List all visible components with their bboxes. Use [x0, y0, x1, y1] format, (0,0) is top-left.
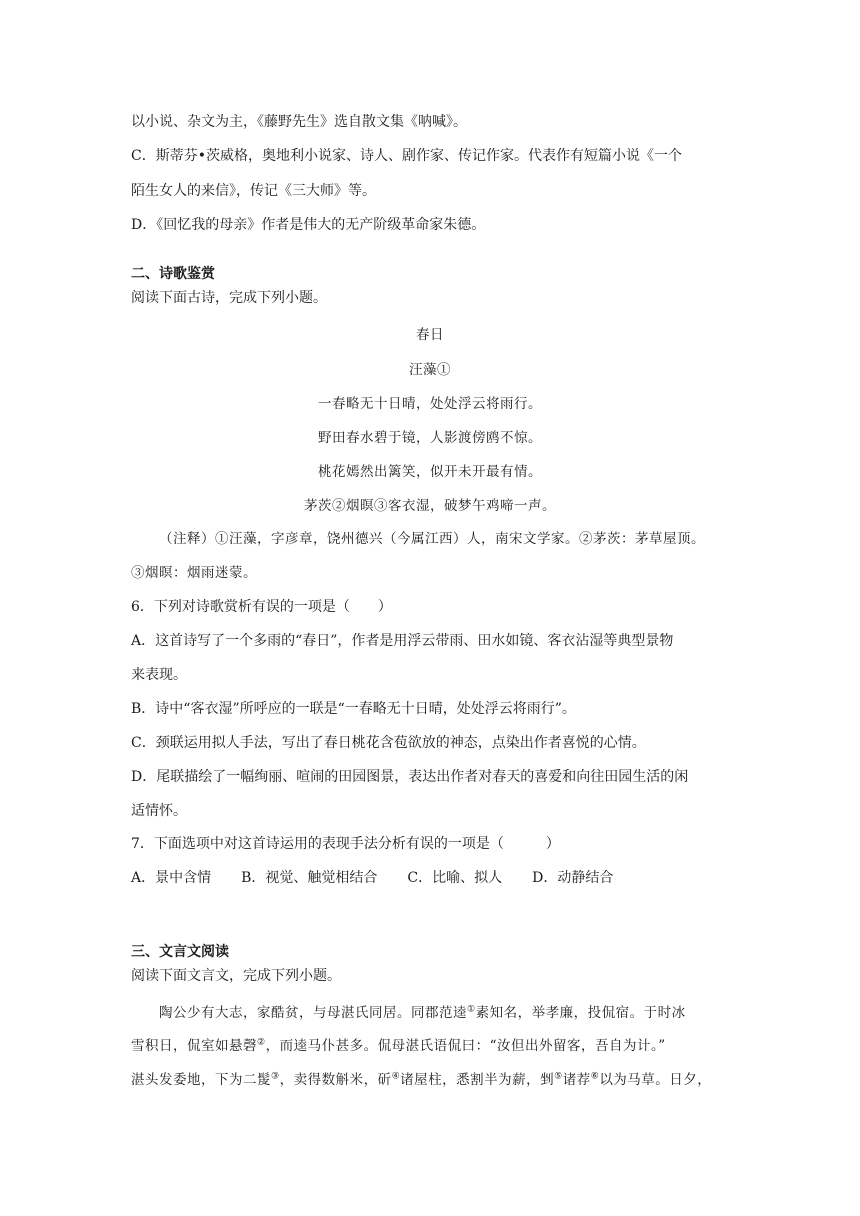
- poem-title: 春日: [416, 327, 444, 343]
- classical-passage-line2: 雪积日，侃室如悬磬②，而逵马仆甚多。侃母湛氏语侃曰：“汝但出外留客，吾自为计。”: [131, 1037, 666, 1054]
- question-7-option-a: A．景中含情: [131, 870, 212, 886]
- literature-option-c-line1: C．斯蒂芬•茨威格，奥地利小说家、诗人、剧作家、传记作家。代表作有短篇小说《一个: [131, 148, 682, 164]
- classical-passage-line1: 陶公少有大志，家酷贫，与母湛氏同居。同郡范逵①素知名，举孝廉，投侃宿。于时冰: [159, 1004, 686, 1021]
- poetry-instruction: 阅读下面古诗，完成下列小题。: [131, 290, 327, 306]
- literature-option-b-continued: 以小说、杂文为主，《藤野先生》选自散文集《呐喊》。: [131, 114, 467, 130]
- poem-author: 汪藻①: [409, 362, 451, 378]
- literature-option-c-line2: 陌生女人的来信》，传记《三大师》等。: [131, 183, 376, 199]
- poem-line-1: 一春略无十日晴，处处浮云将雨行。: [318, 396, 542, 412]
- question-6-option-d-line1: D．尾联描绘了一幅绚丽、喧闹的田园图景，表达出作者对春天的喜爱和向往田园生活的闲: [131, 769, 689, 785]
- poem-annotation-line1: （注释）①汪藻，字彦章，饶州德兴（今属江西）人，南宋文学家。②茅茨：茅草屋顶。: [159, 531, 705, 547]
- section-heading-poetry: 二、诗歌鉴赏: [131, 266, 215, 282]
- literature-option-d: D．《回忆我的母亲》作者是伟大的无产阶级革命家朱德。: [131, 217, 486, 233]
- question-7-option-b: B．视觉、触觉相结合: [241, 870, 378, 886]
- footnote-marker-4: ④: [391, 1071, 401, 1082]
- footnote-marker-1: ①: [467, 1004, 476, 1015]
- footnote-marker-6: ⑥: [590, 1071, 600, 1082]
- section-heading-classical-chinese: 三、文言文阅读: [131, 944, 229, 960]
- classical-instruction: 阅读下面文言文，完成下列小题。: [131, 968, 341, 984]
- question-7-options: [131, 868, 613, 888]
- question-6-stem: 6．下列对诗歌赏析有误的一项是（ ）: [131, 599, 392, 615]
- question-6-option-a-line1: A．这首诗写了一个多雨的“春日”，作者是用浮云带雨、田水如镜、客衣沾湿等典型景物: [131, 633, 674, 649]
- footnote-marker-5: ⑤: [554, 1071, 563, 1082]
- footnote-marker-2: ②: [257, 1037, 266, 1048]
- classical-passage-line3: 湛头发委地，下为二髲③，卖得数斛米，斫④诸屋柱，悉割半为薪，剉⑤诸荐⑥以为马草。日夕，: [131, 1071, 712, 1088]
- footnote-marker-3: ③: [271, 1071, 280, 1082]
- poem-line-2: 野田春水碧于镜，人影渡傍鸥不惊。: [318, 430, 542, 446]
- poem-line-4: 茅茨②烟暝③客衣湿，破梦午鸡啼一声。: [304, 498, 556, 514]
- poem-line-3: 桃花嫣然出篱笑，似开未开最有情。: [318, 464, 542, 480]
- question-7-stem: 7．下面选项中对这首诗运用的表现手法分析有误的一项是（ ）: [131, 836, 560, 852]
- question-6-option-a-line2: 来表现。: [131, 667, 187, 683]
- question-7-option-c: C．比喻、拟人: [407, 870, 503, 886]
- question-6-option-b: B．诗中“客衣湿”所呼应的一联是“一春略无十日晴，处处浮云将雨行”。: [131, 701, 576, 717]
- poem-annotation-line2: ③烟暝：烟雨迷蒙。: [131, 565, 257, 581]
- question-6-option-d-line2: 适情怀。: [131, 803, 187, 819]
- question-7-option-d: D．动静结合: [532, 870, 614, 886]
- question-6-option-c: C．颈联运用拟人手法，写出了春日桃花含苞欲放的神态，点染出作者喜悦的心情。: [131, 735, 646, 751]
